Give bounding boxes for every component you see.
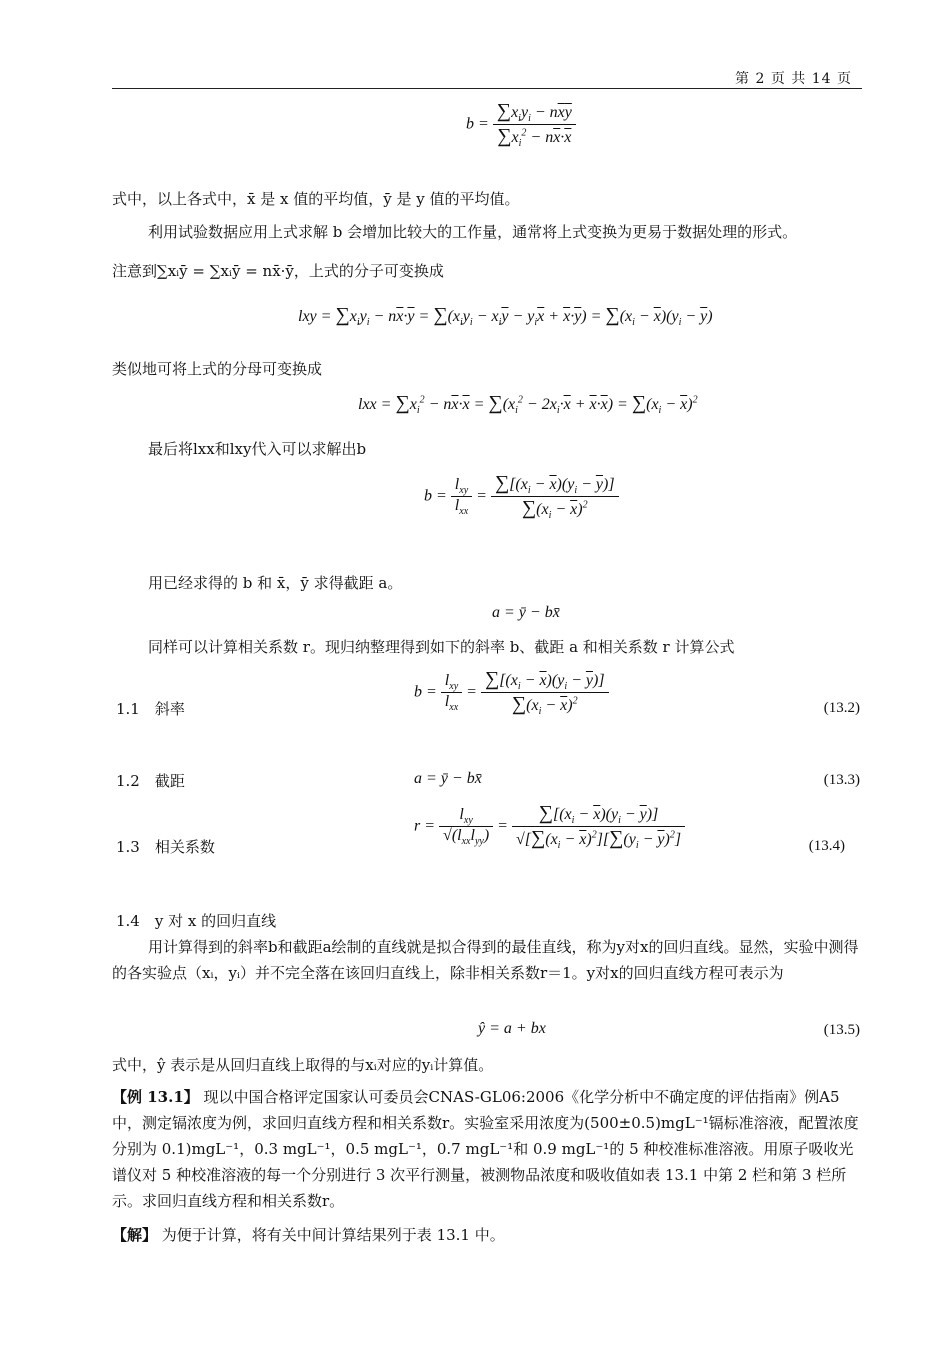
formula-correlation: r = $\frac{l_{xy}}{√(l_{xx}l_{yy})}$ = $\frac{\sum[(x_i - \overline{x})(y_i - \overline{y})]}{√[\sum(x_i - \overline{x})^2][\sum(y_i - \overline{y})^2]}$	[414, 802, 685, 851]
paragraph-8: 用计算得到的斜率b和截距a绘制的直线就是拟合得到的最佳直线，称为y对x的回归直线。显然，实验中测得的各实验点（xᵢ，yᵢ）并不完全落在该回归直线上，除非相关系数r＝1。y对x的回归直线方程可表示为	[112, 938, 859, 982]
formula-lxx: lxx = $\sum x_i^2 - n\overline{x}\cdot\overline{x} = \sum(x_i^2 - 2x_i\cdot\overline{x} + \overline{x}\cdot\overline{x}) = \sum(x_i - \overline{x})^2$	[358, 392, 698, 417]
equation-number-13-5: (13.5)	[823, 1022, 860, 1038]
paragraph-4: 类似地可将上式的分母可变换成	[112, 360, 323, 378]
header-rule	[112, 88, 862, 89]
paragraph-6: 用已经求得的 b 和 x̄，ȳ 求得截距 a。	[148, 574, 403, 592]
equation-number-13-3: (13.3)	[823, 772, 860, 788]
solution-label: 【解】	[112, 1226, 158, 1244]
paragraph-5: 最后将lxx和lxy代入可以求解出b	[148, 440, 367, 458]
solution	[112, 1222, 862, 1248]
example-label: 【例 13.1】	[112, 1088, 199, 1106]
formula-slope: b = $\frac{l_{xy}}{l_{xx}}$ = $\frac{\sum[(x_i - \overline{x})(y_i - \overline{y})]}{\sum(x_i - \overline{x})^2}$	[414, 668, 609, 717]
section-intercept: 1.2 截距	[116, 772, 185, 790]
formula-a: a = ȳ − bx̄	[492, 604, 560, 621]
example-13-1	[112, 1084, 862, 1214]
section-correlation: 1.3 相关系数	[116, 838, 215, 856]
paragraph-7: 同样可以计算相关系数 r。现归纳整理得到如下的斜率 b、截距 a 和相关系数 r 计算公式	[148, 638, 735, 656]
formula-regression: ŷ = a + bx	[478, 1020, 546, 1037]
paragraph-1: 式中，以上各式中，x̄ 是 x 值的平均值，ȳ 是 y 值的平均值。	[112, 190, 520, 208]
example-text: 现以中国合格评定国家认可委员会CNAS-GL06:2006《化学分析中不确定度的评估指南》例A5 中，测定镉浓度为例，求回归直线方程和相关系数r。实验室采用浓度为(500±0.5)mgL⁻¹镉标准溶液，配置浓度分别为 0.1)mgL⁻¹，0.3 mgL⁻¹，0.5 mgL⁻¹，0.7 mgL⁻¹和 0.9 mgL⁻¹的 5 种校准标准溶液。用原子吸收光谱仪对 5 种校准溶液的每一个分别进行 3 次平行测量，被测物品浓度和吸收值如表 13.1 中第 2 栏和第 3 栏所示。求回归直线方程和相关系数r。	[112, 1088, 859, 1210]
formula-b-lxy-lxx: b = $\frac{l_{xy}}{l_{xx}}$ = $\frac{\sum[(x_i - \overline{x})(y_i - \overline{y})]}{\sum(x_i - \overline{x})^2}$	[424, 472, 619, 521]
equation-number-13-2: (13.2)	[823, 700, 860, 716]
paragraph-2: 利用试验数据应用上式求解 b 会增加比较大的工作量，通常将上式变换为更易于数据处理的形式。	[148, 223, 798, 241]
solution-text: 为便于计算，将有关中间计算结果列于表 13.1 中。	[161, 1226, 505, 1244]
equation-number-13-4: (13.4)	[808, 838, 845, 854]
formula-lxy: lxy = $\sum x_iy_i - n\overline{x}\cdot\overline{y} = \sum(x_iy_i - x_i\overline{y} - y_i\overline{x} + \overline{x}\cdot\overline{y}) = \sum(x_i - \overline{x})(y_i - \overline{y})$	[298, 304, 713, 329]
paragraph-3: 注意到∑xᵢȳ = ∑xᵢȳ = nx̄·ȳ，上式的分子可变换成	[112, 262, 444, 280]
page-header: 第 2 页 共 14 页	[735, 71, 852, 87]
section-slope: 1.1 斜率	[116, 700, 185, 718]
formula-b-definition: b = $\frac{\sum x_iy_i - n\overline{x}\overline{y}}{\sum x_i^2 - n\overline{x}\cdot\overline{x}}$	[466, 100, 576, 149]
paragraph-9: 式中，ŷ 表示是从回归直线上取得的与xᵢ对应的yᵢ计算值。	[112, 1056, 494, 1074]
formula-intercept: a = ȳ − bx̄	[414, 770, 482, 787]
section-regression-line: 1.4 y 对 x 的回归直线	[116, 912, 277, 930]
